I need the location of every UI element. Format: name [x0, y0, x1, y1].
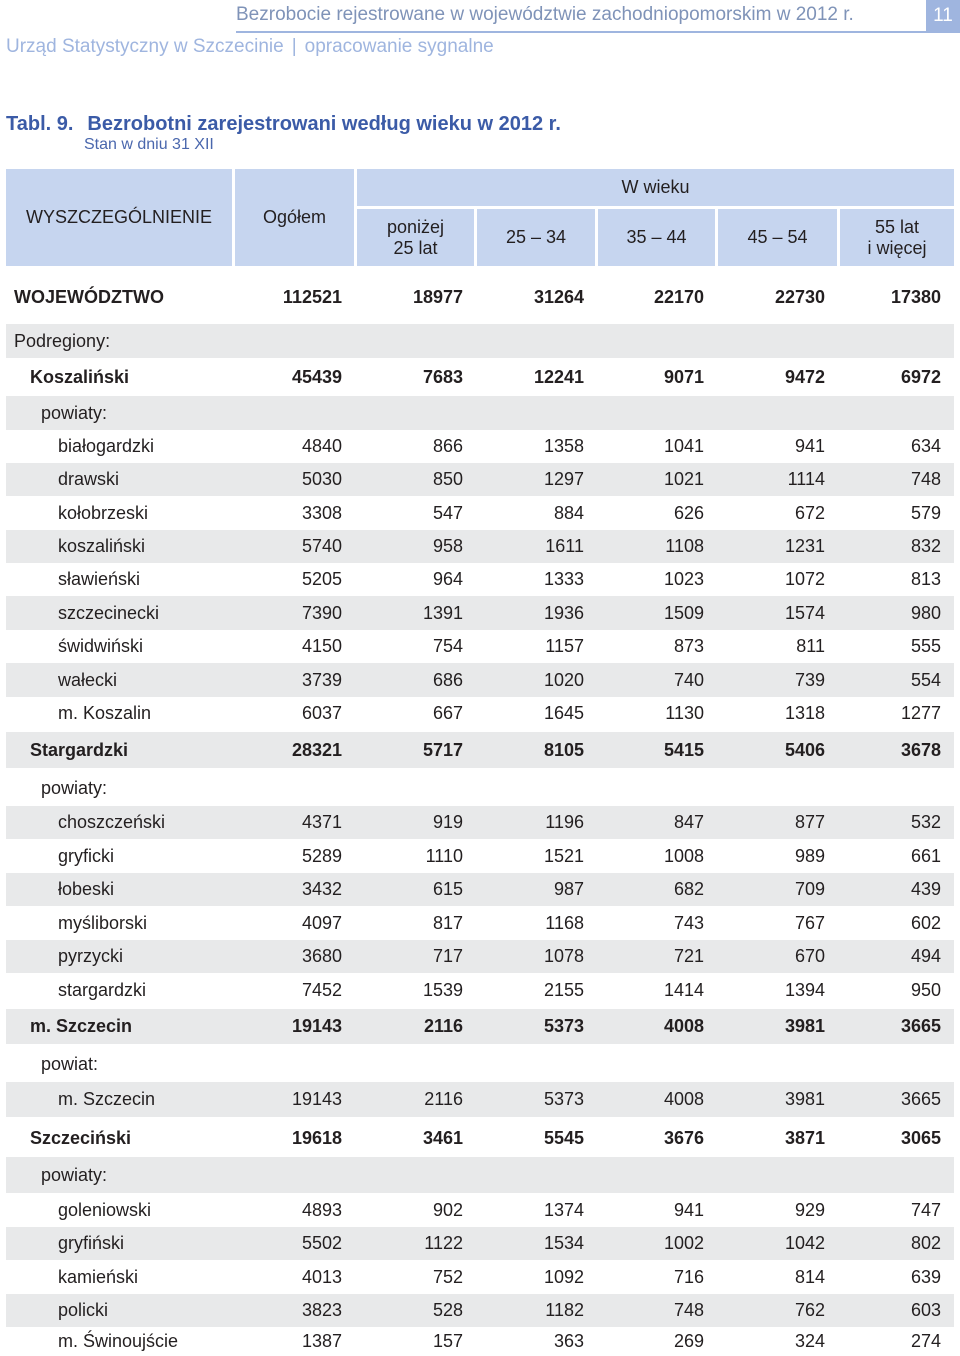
cell-35-44: 1108 [665, 536, 704, 556]
cell-55-plus: 602 [910, 912, 941, 933]
cell-total: 1387 [301, 1331, 342, 1351]
cell-35-44: 269 [673, 1331, 704, 1351]
header-total: Ogółem [235, 169, 354, 266]
cell-55-plus: 274 [910, 1331, 941, 1351]
cell-55-plus: 439 [910, 879, 941, 899]
cell-35-44: 4008 [663, 1089, 704, 1109]
cell-45-54: 324 [794, 1331, 825, 1351]
row-label: gryfiński [58, 1233, 125, 1253]
page-header-title: Bezrobocie rejestrowane w województwie zachodniopomorskim w 2012 r. [236, 4, 854, 25]
header-specification: WYSZCZEGÓLNIENIE [6, 169, 232, 266]
table-number: Tabl. 9. [6, 113, 74, 135]
header-under-25-line2: 25 lat [393, 237, 438, 258]
row-label: choszczeński [58, 812, 166, 832]
table-row [6, 906, 954, 940]
row-label: szczecinecki [58, 602, 160, 623]
cell-35-44: 9071 [663, 366, 704, 387]
cell-under-25: 7683 [422, 366, 463, 387]
row-label: drawski [58, 469, 120, 489]
cell-under-25: 1539 [422, 979, 463, 1000]
cell-under-25: 1391 [422, 602, 463, 623]
cell-55-plus: 950 [910, 979, 941, 1000]
cell-45-54: 1231 [784, 536, 825, 556]
cell-25-34: 1645 [543, 703, 584, 723]
cell-25-34: 884 [553, 502, 584, 523]
row-label: wałecki [58, 669, 118, 690]
table-row [6, 280, 954, 314]
cell-total: 19618 [291, 1127, 342, 1148]
header-55-plus [840, 209, 954, 266]
cell-35-44: 743 [673, 912, 704, 933]
row-label: m. Świnoujście [58, 1331, 179, 1351]
cell-under-25: 615 [432, 879, 463, 899]
cell-55-plus: 554 [910, 669, 941, 690]
publisher-name: Urząd Statystyczny w Szczecinie [6, 36, 284, 57]
header-under-25-line1: poniżej [386, 216, 445, 237]
table-row [6, 530, 954, 563]
cell-total: 5205 [301, 569, 342, 589]
row-label: stargardzki [58, 979, 147, 1000]
cell-under-25: 919 [432, 812, 463, 832]
page-header-subtitle [6, 36, 494, 58]
cell-under-25: 18977 [412, 286, 463, 307]
table-row [6, 463, 954, 496]
table-row [6, 1227, 954, 1260]
cell-45-54: 1072 [784, 569, 825, 589]
cell-25-34: 1182 [545, 1300, 584, 1320]
cell-total: 4840 [301, 436, 342, 456]
row-label: pyrzycki [58, 946, 124, 966]
row-label: Stargardzki [30, 739, 129, 760]
cell-35-44: 626 [673, 502, 704, 523]
cell-25-34: 1358 [543, 436, 584, 456]
cell-35-44: 3676 [663, 1127, 704, 1148]
cell-25-34: 12241 [533, 366, 584, 387]
cell-total: 19143 [291, 1016, 342, 1036]
row-label: myśliborski [58, 912, 148, 933]
header-55-plus-line2: i więcej [867, 237, 927, 258]
cell-55-plus: 17380 [890, 286, 941, 307]
row-label: koszaliński [58, 536, 146, 556]
cell-45-54: 670 [794, 946, 825, 966]
table-row [6, 697, 954, 730]
cell-25-34: 987 [553, 879, 584, 899]
header-age-group: W wieku [357, 169, 954, 206]
table-row [6, 1327, 954, 1356]
row-label: powiaty: [41, 402, 108, 423]
cell-55-plus: 980 [910, 602, 941, 623]
cell-total: 3680 [301, 946, 342, 966]
cell-55-plus: 748 [910, 469, 941, 489]
cell-35-44: 682 [673, 879, 704, 899]
table-row [6, 806, 954, 839]
cell-55-plus: 1277 [900, 703, 941, 723]
row-label: powiaty: [41, 1164, 108, 1185]
row-label: WOJEWÓDZTWO [14, 286, 164, 307]
cell-45-54: 1042 [784, 1233, 825, 1253]
cell-25-34: 1374 [543, 1199, 584, 1220]
cell-45-54: 1394 [784, 979, 825, 1000]
cell-25-34: 2155 [543, 979, 584, 1000]
cell-55-plus: 747 [910, 1199, 941, 1220]
header-divider [236, 31, 960, 33]
cell-35-44: 1002 [663, 1233, 704, 1253]
table-row [6, 1082, 954, 1117]
cell-total: 3432 [301, 879, 342, 899]
cell-under-25: 902 [432, 1199, 463, 1220]
row-label: m. Szczecin [30, 1016, 133, 1036]
cell-total: 4893 [301, 1199, 342, 1220]
cell-under-25: 5717 [422, 739, 463, 760]
table-row-section [6, 324, 954, 358]
cell-under-25: 3461 [422, 1127, 463, 1148]
cell-under-25: 667 [432, 703, 463, 723]
cell-55-plus: 802 [910, 1233, 941, 1253]
table-row [6, 1193, 954, 1227]
cell-45-54: 811 [796, 636, 825, 656]
cell-55-plus: 579 [910, 502, 941, 523]
cell-45-54: 1114 [787, 469, 825, 489]
cell-25-34: 31264 [533, 286, 584, 307]
header-25-34: 25 – 34 [477, 209, 595, 266]
cell-under-25: 1110 [425, 845, 463, 866]
table-row-section [6, 1046, 954, 1082]
cell-under-25: 717 [432, 946, 463, 966]
table-row [6, 360, 954, 394]
cell-25-34: 1196 [545, 812, 584, 832]
cell-25-34: 1157 [545, 636, 584, 656]
cell-55-plus: 494 [910, 946, 941, 966]
cell-total: 4097 [301, 912, 342, 933]
cell-total: 45439 [291, 366, 342, 387]
cell-25-34: 8105 [543, 739, 584, 760]
table-row [6, 1009, 954, 1044]
table-row-section [6, 770, 954, 806]
cell-45-54: 739 [794, 669, 825, 690]
cell-25-34: 363 [553, 1331, 584, 1351]
cell-35-44: 847 [673, 812, 704, 832]
cell-45-54: 709 [794, 879, 825, 899]
cell-55-plus: 813 [910, 569, 941, 589]
cell-35-44: 721 [673, 946, 704, 966]
table-row-section [6, 396, 954, 430]
cell-35-44: 740 [673, 669, 704, 690]
cell-25-34: 1168 [545, 912, 584, 933]
row-label: Podregiony: [14, 330, 111, 351]
header-separator: | [291, 36, 297, 57]
cell-45-54: 672 [794, 502, 825, 523]
header-55-plus-line1: 55 lat [874, 216, 920, 237]
cell-25-34: 1333 [543, 569, 584, 589]
cell-25-34: 1534 [543, 1233, 584, 1253]
table-row [6, 839, 954, 873]
cell-total: 3823 [301, 1300, 342, 1320]
cell-45-54: 9472 [784, 366, 825, 387]
cell-45-54: 762 [794, 1300, 825, 1320]
cell-45-54: 3981 [784, 1089, 825, 1109]
header-35-44: 35 – 44 [598, 209, 715, 266]
row-label: łobeski [58, 879, 115, 899]
row-label: Koszaliński [30, 366, 130, 387]
cell-under-25: 850 [432, 469, 463, 489]
cell-total: 5289 [301, 845, 342, 866]
table-row [6, 430, 954, 463]
table-row [6, 1120, 954, 1156]
cell-35-44: 1130 [665, 703, 704, 723]
cell-under-25: 2116 [424, 1089, 463, 1109]
cell-45-54: 877 [794, 812, 825, 832]
cell-35-44: 22170 [653, 286, 704, 307]
cell-under-25: 752 [432, 1266, 463, 1287]
cell-25-34: 1297 [543, 469, 584, 489]
table-row [6, 496, 954, 530]
cell-under-25: 528 [432, 1300, 463, 1320]
cell-total: 112521 [282, 286, 342, 307]
cell-45-54: 929 [794, 1199, 825, 1220]
cell-total: 5740 [301, 536, 342, 556]
cell-35-44: 1041 [663, 436, 704, 456]
cell-25-34: 1020 [543, 669, 584, 690]
table-row [6, 940, 954, 973]
cell-45-54: 814 [794, 1266, 825, 1287]
cell-35-44: 941 [673, 1199, 704, 1220]
cell-55-plus: 6972 [900, 366, 941, 387]
cell-55-plus: 555 [910, 636, 941, 656]
cell-55-plus: 639 [910, 1266, 941, 1287]
cell-35-44: 1008 [663, 845, 704, 866]
cell-total: 6037 [301, 703, 342, 723]
cell-35-44: 1021 [663, 469, 704, 489]
cell-55-plus: 832 [910, 536, 941, 556]
row-label: świdwiński [58, 636, 144, 656]
cell-25-34: 5373 [543, 1089, 584, 1109]
row-label: kamieński [58, 1266, 139, 1287]
cell-35-44: 1023 [663, 569, 704, 589]
publication-type: opracowanie sygnalne [304, 36, 494, 57]
cell-45-54: 3981 [784, 1016, 825, 1036]
row-label: powiat: [41, 1053, 99, 1074]
cell-under-25: 686 [432, 669, 463, 690]
table-row [6, 1294, 954, 1327]
cell-total: 5502 [301, 1233, 342, 1253]
row-label: sławieński [58, 569, 141, 589]
cell-35-44: 1414 [663, 979, 704, 1000]
cell-25-34: 1078 [543, 946, 584, 966]
cell-under-25: 754 [432, 636, 463, 656]
cell-total: 4013 [301, 1266, 342, 1287]
cell-55-plus: 3678 [900, 739, 941, 760]
cell-under-25: 964 [432, 569, 463, 589]
row-label: goleniowski [58, 1199, 152, 1220]
cell-55-plus: 661 [910, 845, 941, 866]
cell-45-54: 941 [794, 436, 825, 456]
row-label: białogardzki [58, 436, 155, 456]
cell-35-44: 873 [673, 636, 704, 656]
cell-25-34: 1092 [543, 1266, 584, 1287]
cell-25-34: 5545 [543, 1127, 584, 1148]
row-label: policki [58, 1300, 109, 1320]
cell-35-44: 5415 [663, 739, 704, 760]
table-row [6, 732, 954, 768]
page-number: 11 [926, 0, 960, 32]
cell-total: 19143 [291, 1089, 342, 1109]
row-label: Szczeciński [30, 1127, 132, 1148]
cell-55-plus: 603 [910, 1300, 941, 1320]
cell-55-plus: 532 [910, 812, 941, 832]
cell-total: 28321 [291, 739, 342, 760]
header-under-25 [357, 209, 474, 266]
cell-45-54: 5406 [784, 739, 825, 760]
table-row [6, 563, 954, 596]
cell-25-34: 1611 [545, 536, 584, 556]
table-row [6, 1260, 954, 1294]
cell-under-25: 547 [432, 502, 463, 523]
cell-under-25: 817 [432, 912, 463, 933]
row-label: m. Szczecin [58, 1089, 156, 1109]
cell-35-44: 748 [673, 1300, 704, 1320]
cell-45-54: 3871 [784, 1127, 825, 1148]
table-row [6, 873, 954, 906]
cell-35-44: 1509 [663, 602, 704, 623]
cell-35-44: 4008 [663, 1016, 704, 1036]
cell-total: 3739 [301, 669, 342, 690]
cell-45-54: 767 [794, 912, 825, 933]
cell-55-plus: 634 [910, 436, 941, 456]
cell-55-plus: 3065 [900, 1127, 941, 1148]
cell-45-54: 1318 [784, 703, 825, 723]
cell-total: 7390 [301, 602, 342, 623]
cell-45-54: 1574 [784, 602, 825, 623]
cell-55-plus: 3665 [900, 1089, 941, 1109]
cell-35-44: 716 [673, 1266, 704, 1287]
cell-45-54: 989 [794, 845, 825, 866]
cell-total: 3308 [301, 502, 342, 523]
cell-under-25: 2116 [423, 1016, 463, 1036]
cell-55-plus: 3665 [900, 1016, 941, 1036]
cell-under-25: 1122 [424, 1233, 463, 1253]
cell-total: 5030 [301, 469, 342, 489]
cell-total: 4150 [301, 636, 342, 656]
cell-under-25: 958 [432, 536, 463, 556]
table-subtitle: Stan w dniu 31 XII [84, 136, 214, 153]
cell-25-34: 1936 [543, 602, 584, 623]
table-row-section [6, 1157, 954, 1193]
cell-45-54: 22730 [774, 286, 825, 307]
cell-total: 4371 [301, 812, 342, 832]
table-row [6, 973, 954, 1007]
row-label: kołobrzeski [58, 502, 149, 523]
cell-under-25: 157 [432, 1331, 463, 1351]
table-row [6, 596, 954, 630]
header-45-54: 45 – 54 [718, 209, 837, 266]
cell-25-34: 1521 [543, 845, 584, 866]
table-title [6, 113, 561, 136]
row-label: m. Koszalin [58, 703, 152, 723]
cell-total: 7452 [301, 979, 342, 1000]
row-label: powiaty: [41, 777, 108, 798]
table-row [6, 630, 954, 663]
cell-under-25: 866 [432, 436, 463, 456]
row-label: gryficki [58, 845, 115, 866]
table-title-text: Bezrobotni zarejestrowani według wieku w 2012 r. [87, 113, 561, 135]
table-row [6, 663, 954, 697]
cell-25-34: 5373 [543, 1016, 584, 1036]
